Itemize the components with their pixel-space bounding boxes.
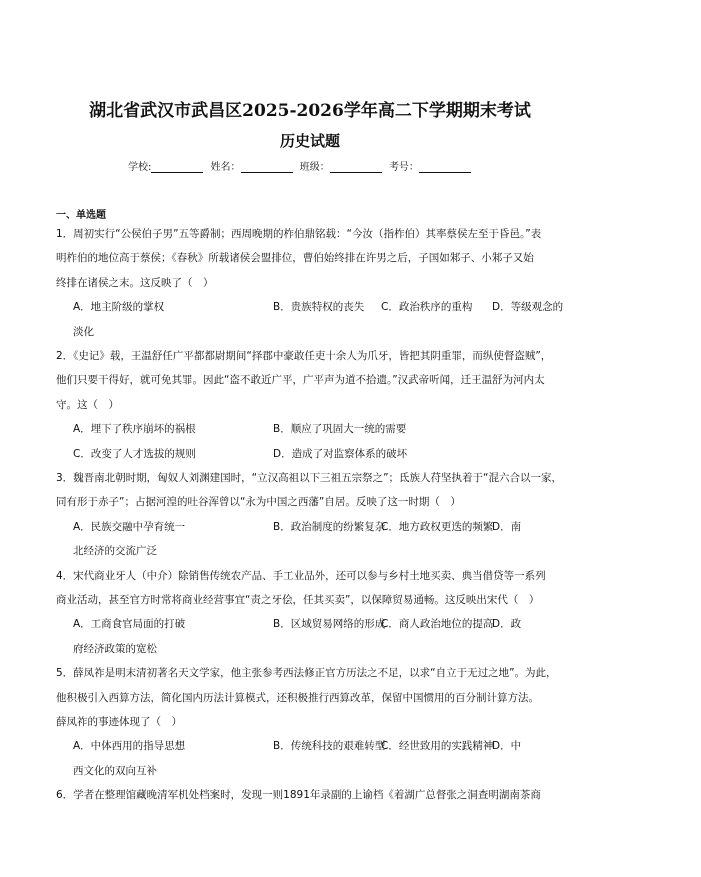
- answer-option: D．等级观念的: [492, 301, 564, 314]
- section-title: 一、单选题: [56, 210, 106, 221]
- question-stem-line: 5．薛凤祚是明末清初著名天文学家，他主张参考西法修正官方历法之不足，以求“自立于无过之地”。为此，: [56, 667, 557, 680]
- answer-option: A．中体西用的指导思想: [73, 740, 186, 753]
- question-stem-line: 他们只要干得好，就可免其罪。因此“盗不敢近广平，广平声为道不拾遗。”汉武帝听闻，迁王温舒为河内太: [56, 374, 545, 387]
- answer-option: A．工商食官局面的打破: [73, 618, 186, 631]
- question-stem-line: 守。这（ ）: [56, 398, 119, 411]
- question-stem-line: 2．《史记》载，王温舒任广平都都尉期间“择郡中豪敢任吏十余人为爪牙，皆把其阴重罪，而纵使督盗贼”，: [56, 350, 552, 362]
- exam-number-label: 考号：: [388, 162, 419, 173]
- name-label: 姓名：: [210, 162, 241, 173]
- class-blank: [330, 162, 382, 173]
- answer-option: D．南: [492, 520, 522, 533]
- answer-option: C．经世致用的实践精神: [381, 740, 494, 753]
- question-stem-line: 6．学者在整理馆藏晚清军机处档案时，发现一则1891年录副的上谕档《着湖广总督张之洞查明湖南茶商: [56, 789, 541, 802]
- answer-option: B．区域贸易网络的形成: [273, 618, 386, 631]
- question-stem-line: 薛凤祚的事迹体现了（ ）: [56, 716, 182, 728]
- school-blank: [151, 162, 203, 173]
- question-stem-line: 终排在诸侯之末。这反映了（ ）: [56, 276, 214, 289]
- student-info-line: [128, 158, 475, 173]
- answer-option: C．改变了人才选拔的规则: [73, 447, 196, 460]
- answer-option: D．中: [492, 740, 522, 753]
- answer-option: A．地主阶级的掌权: [73, 301, 165, 314]
- answer-option: A．民族交融中孕育统一: [73, 520, 186, 533]
- answer-option: C．政治秩序的重构: [381, 301, 473, 314]
- question-stem-line: 1．周初实行“公侯伯子男”五等爵制；西周晚期的柞伯鼎铭载：“今汝（指柞伯）其率蔡侯左至于昏邑。”表: [56, 228, 542, 240]
- answer-option: B．顺应了巩固大一统的需要: [273, 423, 407, 436]
- question-stem-line: 3．魏晋南北朝时期，匈奴人刘渊建国时，“立汉高祖以下三祖五宗祭之”；氐族人苻坚执着于“混六合以一家，: [56, 472, 562, 484]
- question-stem-line: 他积极引入西算方法，简化国内历法计算模式，还积极推行西算改革，保留中国惯用的百分制计算方法。: [56, 691, 539, 704]
- exam-title: 湖北省武汉市武昌区2025-2026学年高二下学期期末考试: [89, 101, 531, 121]
- answer-option-continuation: 府经济政策的宽松: [73, 642, 157, 655]
- answer-option-continuation: 淡化: [73, 325, 94, 338]
- question-stem-line: 4．宋代商业牙人（中介）除销售传统农产品、手工业品外，还可以参与乡村土地买卖、典当借贷等一系列: [56, 569, 546, 582]
- answer-option: D．政: [492, 618, 522, 631]
- exam-number-blank: [419, 162, 471, 173]
- question-stem-line: 商业活动，甚至官方时常将商业经营事宜“责之牙侩，任其买卖”，以保障贸易通畅。这反映出宋代（ ）: [56, 594, 540, 606]
- class-label: 班级：: [299, 162, 330, 173]
- name-blank: [241, 162, 293, 173]
- question-stem-line: 明柞伯的地位高于蔡侯；《春秋》所载诸侯会盟排位，曹伯始终排在许男之后，子国如邾子、小邾子又始: [56, 252, 534, 265]
- answer-option: A．埋下了秩序崩坏的祸根: [73, 423, 196, 436]
- question-stem-line: 同有形于赤子”；占据河湟的吐谷浑曾以“永为中国之西藩”自居。反映了这一时期（ ）: [56, 496, 461, 509]
- answer-option: C．商人政治地位的提高: [381, 618, 494, 631]
- answer-option-continuation: 北经济的交流广泛: [73, 545, 157, 558]
- answer-option: B．贵族特权的丧失: [273, 301, 365, 314]
- answer-option: B．政治制度的纷繁复杂: [273, 520, 386, 533]
- answer-option: D．造成了对监察体系的破坏: [273, 447, 408, 460]
- answer-option: B．传统科技的艰难转型: [273, 740, 386, 753]
- exam-subtitle: 历史试题: [279, 132, 340, 150]
- answer-option-continuation: 西文化的双向互补: [73, 764, 157, 777]
- answer-option: C．地方政权更迭的频繁: [381, 520, 494, 533]
- school-label: 学校:: [128, 162, 152, 173]
